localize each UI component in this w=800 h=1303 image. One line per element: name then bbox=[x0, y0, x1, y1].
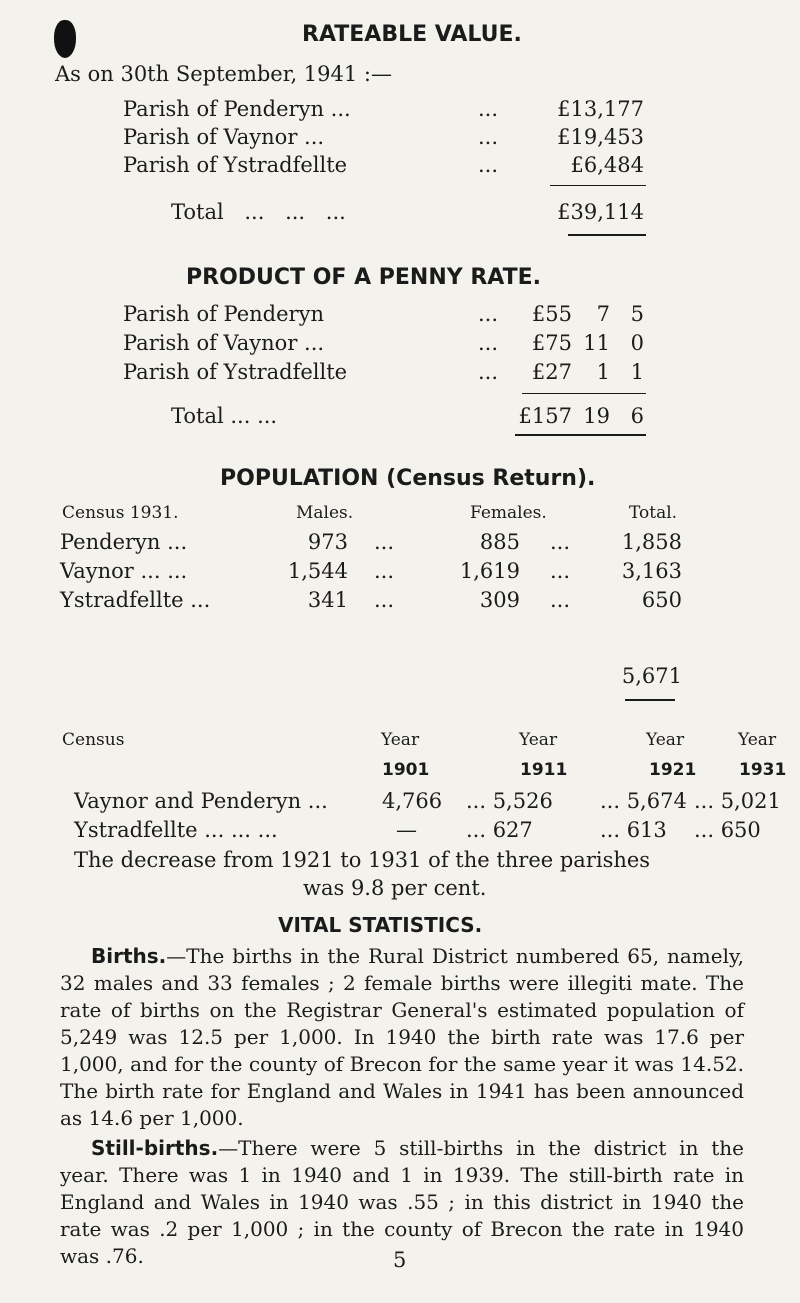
census-year: 1901 bbox=[382, 760, 430, 780]
total-rule bbox=[568, 234, 646, 236]
population-males: 973 bbox=[307, 530, 348, 554]
rateable-total-value: £39,114 bbox=[557, 200, 644, 224]
penny-rate-dots: ... bbox=[478, 331, 499, 355]
ink-blot bbox=[54, 20, 76, 58]
population-column-census: Census 1931. bbox=[62, 503, 179, 523]
total-word: Total ... ... bbox=[171, 404, 278, 428]
population-males: 1,544 bbox=[287, 559, 348, 583]
penny-rate-heading: PRODUCT OF A PENNY RATE. bbox=[186, 265, 541, 290]
births-title: Births. bbox=[91, 944, 167, 968]
year-word: Year bbox=[381, 730, 420, 750]
population-parish: Penderyn ... bbox=[60, 530, 188, 554]
row-dots: ... bbox=[374, 559, 395, 583]
penny-rate-label: Parish of Vaynor ... bbox=[123, 331, 325, 355]
rateable-dots: ... bbox=[478, 125, 499, 149]
penny-rate-total-pounds: £157 bbox=[518, 404, 572, 428]
page-number: 5 bbox=[393, 1248, 407, 1272]
row-dots: ... bbox=[374, 530, 395, 554]
census-value: ... 650 bbox=[694, 818, 761, 842]
census-note-line: was 9.8 per cent. bbox=[303, 876, 487, 900]
penny-rate-dots: ... bbox=[478, 360, 499, 384]
census-value: — bbox=[396, 818, 417, 842]
penny-rate-label: Parish of Penderyn bbox=[123, 302, 324, 326]
still-births-text: —There were 5 still-births in the district in the year. There was 1 in 1940 and 1 in 1939. The still-birth rate in England and Wales in 1940 was .55 ; in this district in 1940 the rate was .2 per 1,000 ; in the county of Brecon the rate in 1940 was .76. bbox=[60, 1136, 744, 1268]
rateable-label: Parish of Vaynor ... bbox=[123, 125, 325, 149]
census-value: ... 5,021 bbox=[694, 789, 781, 813]
census-value: ... 5,674 bbox=[600, 789, 687, 813]
census-value: ... 613 bbox=[600, 818, 667, 842]
rateable-value: £13,177 bbox=[557, 97, 644, 121]
population-heading: POPULATION (Census Return). bbox=[220, 466, 596, 491]
penny-rate-total-shillings: 19 bbox=[583, 404, 610, 428]
year-word: Year bbox=[646, 730, 685, 750]
population-column-total: Total. bbox=[629, 503, 678, 523]
still-births-title: Still-births. bbox=[91, 1136, 219, 1160]
rateable-value: £6,484 bbox=[570, 153, 644, 177]
penny-rate-pence: 0 bbox=[630, 331, 644, 355]
population-column-males: Males. bbox=[296, 503, 354, 523]
births-paragraph bbox=[60, 943, 744, 1132]
row-dots: ... bbox=[550, 588, 571, 612]
rateable-dots: ... bbox=[478, 153, 499, 177]
population-males: 341 bbox=[307, 588, 348, 612]
census-value: ... 627 bbox=[466, 818, 533, 842]
vital-statistics-heading: VITAL STATISTICS. bbox=[278, 913, 483, 937]
penny-rate-dots: ... bbox=[478, 302, 499, 326]
year-word: Year bbox=[519, 730, 558, 750]
rateable-total-label: Total ... ... ... bbox=[171, 200, 346, 224]
census-year: 1931 bbox=[739, 760, 787, 780]
penny-rate-pounds: £27 bbox=[531, 360, 572, 384]
penny-rate-total-pence: 6 bbox=[630, 404, 644, 428]
penny-rate-shillings: 1 bbox=[596, 360, 610, 384]
census-note-line: The decrease from 1921 to 1931 of the three parishes bbox=[74, 848, 651, 872]
penny-rate-pence: 5 bbox=[630, 302, 644, 326]
rateable-date-line: As on 30th September, 1941 :— bbox=[55, 62, 393, 86]
year-word: Year bbox=[738, 730, 777, 750]
census-year: 1911 bbox=[520, 760, 568, 780]
penny-rate-pounds: £55 bbox=[531, 302, 572, 326]
rateable-value: £19,453 bbox=[557, 125, 644, 149]
total-rule bbox=[625, 699, 675, 701]
census-year: 1921 bbox=[649, 760, 697, 780]
penny-rate-shillings: 11 bbox=[583, 331, 610, 355]
population-column-females: Females. bbox=[470, 503, 547, 523]
rateable-value-heading: RATEABLE VALUE. bbox=[302, 22, 522, 47]
penny-rate-shillings: 7 bbox=[596, 302, 610, 326]
row-dots: ... bbox=[550, 559, 571, 583]
population-total: 3,163 bbox=[621, 559, 682, 583]
subtotal-rule bbox=[550, 185, 646, 186]
population-females: 885 bbox=[479, 530, 520, 554]
row-dots: ... bbox=[550, 530, 571, 554]
population-females: 309 bbox=[479, 588, 520, 612]
rateable-dots: ... bbox=[478, 97, 499, 121]
population-females: 1,619 bbox=[459, 559, 520, 583]
census-row-label: Vaynor and Penderyn ... bbox=[74, 789, 328, 813]
census-row-label: Ystradfellte ... ... ... bbox=[74, 818, 278, 842]
penny-rate-pence: 1 bbox=[630, 360, 644, 384]
rateable-label: Parish of Penderyn ... bbox=[123, 97, 351, 121]
penny-rate-pounds: £75 bbox=[531, 331, 572, 355]
population-parish: Vaynor ... ... bbox=[60, 559, 188, 583]
census-value: 4,766 bbox=[382, 789, 443, 813]
penny-rate-label: Parish of Ystradfellte bbox=[123, 360, 348, 384]
subtotal-rule bbox=[522, 393, 646, 394]
penny-rate-total-label bbox=[171, 404, 277, 428]
population-grand-total: 5,671 bbox=[621, 664, 682, 688]
births-text: —The births in the Rural District numbered 65, namely, 32 males and 33 females ; 2 female births were illegiti mate. The rate of births on the Registrar General's estimated population of 5,249 was 12.5 per 1,000. In 1940 the birth rate was 17.6 per 1,000, and for the county of Brecon for the same year it was 14.52. The birth rate for England and Wales in 1941 has been announced as 14.6 per 1,000. bbox=[60, 944, 744, 1130]
census-value: ... 5,526 bbox=[466, 789, 553, 813]
rateable-label: Parish of Ystradfellte bbox=[123, 153, 348, 177]
population-total: 650 bbox=[641, 588, 682, 612]
population-total: 1,858 bbox=[621, 530, 682, 554]
population-parish: Ystradfellte ... bbox=[60, 588, 211, 612]
total-rule bbox=[515, 434, 646, 436]
census-label: Census bbox=[62, 730, 125, 750]
row-dots: ... bbox=[374, 588, 395, 612]
